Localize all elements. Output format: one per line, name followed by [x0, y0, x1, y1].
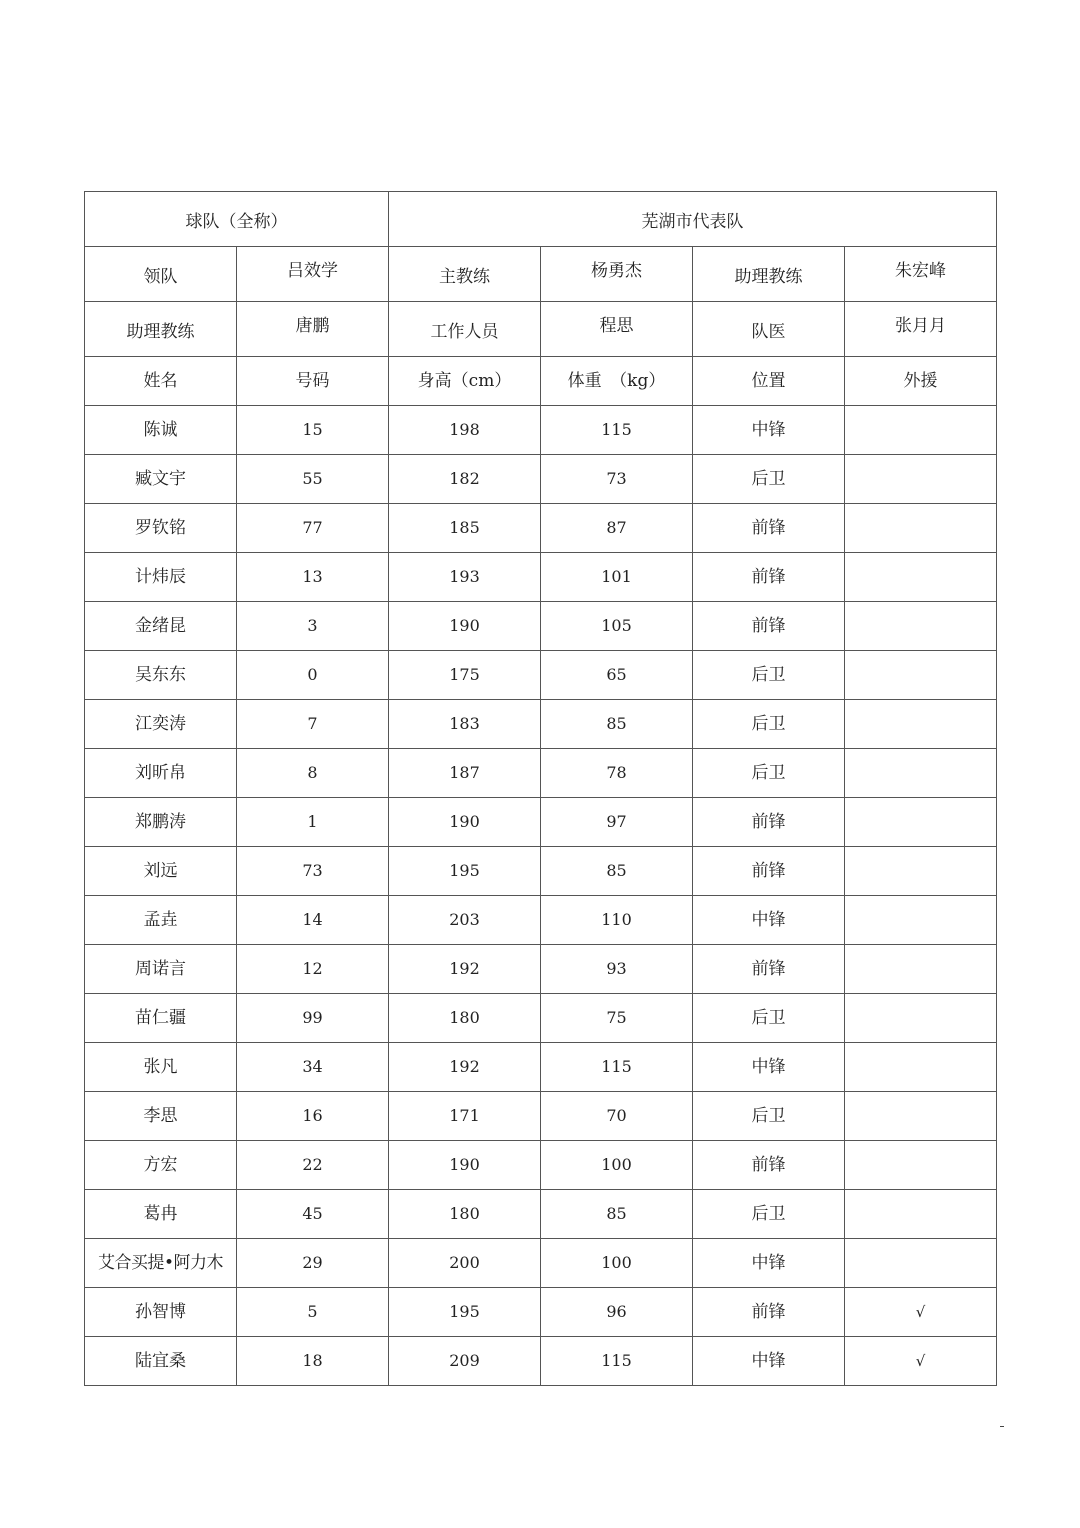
table-row [85, 651, 997, 700]
player-weight: 97 [541, 798, 693, 847]
table-row [85, 602, 997, 651]
player-number: 8 [237, 749, 389, 798]
team-name-row [85, 192, 997, 247]
staff-row [85, 302, 997, 357]
player-name: 艾合买提•阿力木 [85, 1239, 237, 1288]
player-height: 180 [389, 1190, 541, 1239]
player-height: 187 [389, 749, 541, 798]
player-height: 209 [389, 1337, 541, 1386]
staff-value: 唐鹏 [237, 302, 389, 357]
table-row [85, 455, 997, 504]
column-header-row [85, 357, 997, 406]
player-foreign-flag [845, 1043, 997, 1092]
player-position: 中锋 [693, 1337, 845, 1386]
player-number: 15 [237, 406, 389, 455]
player-number: 14 [237, 896, 389, 945]
player-weight: 110 [541, 896, 693, 945]
staff-label: 助理教练 [693, 247, 845, 302]
staff-row [85, 247, 997, 302]
player-position: 前锋 [693, 602, 845, 651]
player-height: 192 [389, 1043, 541, 1092]
player-name: 计炜辰 [85, 553, 237, 602]
player-number: 99 [237, 994, 389, 1043]
player-weight: 115 [541, 1043, 693, 1092]
player-foreign-flag [845, 1190, 997, 1239]
staff-value: 程思 [541, 302, 693, 357]
player-foreign-flag [845, 455, 997, 504]
player-foreign-flag [845, 945, 997, 994]
player-number: 73 [237, 847, 389, 896]
player-position: 前锋 [693, 847, 845, 896]
table-row [85, 1141, 997, 1190]
player-height: 192 [389, 945, 541, 994]
player-number: 22 [237, 1141, 389, 1190]
player-height: 193 [389, 553, 541, 602]
table-row [85, 1043, 997, 1092]
column-header-position: 位置 [693, 357, 845, 406]
player-number: 34 [237, 1043, 389, 1092]
player-foreign-flag [845, 406, 997, 455]
player-position: 后卫 [693, 455, 845, 504]
player-name: 苗仁疆 [85, 994, 237, 1043]
team-roster-table [84, 191, 997, 1386]
player-name: 江奕涛 [85, 700, 237, 749]
player-height: 183 [389, 700, 541, 749]
player-foreign-flag [845, 700, 997, 749]
table-row [85, 945, 997, 994]
player-name: 孙智博 [85, 1288, 237, 1337]
player-name: 吴东东 [85, 651, 237, 700]
player-foreign-flag [845, 602, 997, 651]
player-foreign-flag [845, 798, 997, 847]
player-foreign-flag: √ [845, 1288, 997, 1337]
player-foreign-flag: √ [845, 1337, 997, 1386]
column-header-foreign: 外援 [845, 357, 997, 406]
staff-label: 主教练 [389, 247, 541, 302]
player-name: 张凡 [85, 1043, 237, 1092]
table-row [85, 504, 997, 553]
player-weight: 96 [541, 1288, 693, 1337]
table-row [85, 798, 997, 847]
player-name: 金绪昆 [85, 602, 237, 651]
table-row [85, 1337, 997, 1386]
player-weight: 65 [541, 651, 693, 700]
staff-value: 朱宏峰 [845, 247, 997, 302]
player-name: 孟垚 [85, 896, 237, 945]
player-position: 前锋 [693, 553, 845, 602]
player-name: 臧文宇 [85, 455, 237, 504]
player-position: 前锋 [693, 798, 845, 847]
table-row [85, 700, 997, 749]
table-row [85, 749, 997, 798]
player-rows [85, 406, 997, 1386]
player-weight: 85 [541, 1190, 693, 1239]
player-name: 刘远 [85, 847, 237, 896]
player-height: 185 [389, 504, 541, 553]
player-number: 18 [237, 1337, 389, 1386]
staff-label: 助理教练 [85, 302, 237, 357]
player-name: 陆宜桑 [85, 1337, 237, 1386]
player-position: 前锋 [693, 1288, 845, 1337]
player-weight: 85 [541, 847, 693, 896]
player-height: 182 [389, 455, 541, 504]
team-name-value: 芜湖市代表队 [389, 192, 997, 247]
player-position: 后卫 [693, 994, 845, 1043]
table-row [85, 1288, 997, 1337]
player-name: 罗钦铭 [85, 504, 237, 553]
column-header-number: 号码 [237, 357, 389, 406]
table-row [85, 896, 997, 945]
staff-label: 工作人员 [389, 302, 541, 357]
player-weight: 70 [541, 1092, 693, 1141]
player-height: 195 [389, 847, 541, 896]
player-number: 29 [237, 1239, 389, 1288]
staff-label: 队医 [693, 302, 845, 357]
table-row [85, 1190, 997, 1239]
table-row [85, 1092, 997, 1141]
player-height: 190 [389, 798, 541, 847]
player-height: 198 [389, 406, 541, 455]
player-foreign-flag [845, 749, 997, 798]
player-number: 13 [237, 553, 389, 602]
player-number: 3 [237, 602, 389, 651]
player-position: 中锋 [693, 1043, 845, 1092]
column-header-name: 姓名 [85, 357, 237, 406]
player-number: 77 [237, 504, 389, 553]
player-foreign-flag [845, 651, 997, 700]
player-foreign-flag [845, 1141, 997, 1190]
player-foreign-flag [845, 896, 997, 945]
player-foreign-flag [845, 553, 997, 602]
table-row [85, 406, 997, 455]
player-weight: 85 [541, 700, 693, 749]
player-weight: 73 [541, 455, 693, 504]
player-weight: 115 [541, 406, 693, 455]
player-weight: 100 [541, 1141, 693, 1190]
player-name: 周诺言 [85, 945, 237, 994]
player-height: 171 [389, 1092, 541, 1141]
player-weight: 105 [541, 602, 693, 651]
player-height: 175 [389, 651, 541, 700]
player-position: 后卫 [693, 700, 845, 749]
player-number: 12 [237, 945, 389, 994]
player-name: 刘昕帛 [85, 749, 237, 798]
player-weight: 75 [541, 994, 693, 1043]
table-row [85, 1239, 997, 1288]
player-number: 7 [237, 700, 389, 749]
player-position: 前锋 [693, 945, 845, 994]
player-number: 45 [237, 1190, 389, 1239]
player-foreign-flag [845, 504, 997, 553]
player-position: 前锋 [693, 1141, 845, 1190]
player-position: 后卫 [693, 1190, 845, 1239]
player-weight: 100 [541, 1239, 693, 1288]
table-row [85, 847, 997, 896]
column-header-weight: 体重 （kg） [541, 357, 693, 406]
staff-value: 杨勇杰 [541, 247, 693, 302]
player-height: 203 [389, 896, 541, 945]
column-header-height: 身高（cm） [389, 357, 541, 406]
player-foreign-flag [845, 847, 997, 896]
page-mark [1000, 1426, 1004, 1427]
player-height: 190 [389, 602, 541, 651]
player-number: 55 [237, 455, 389, 504]
staff-value: 张月月 [845, 302, 997, 357]
player-name: 陈诚 [85, 406, 237, 455]
player-name: 李思 [85, 1092, 237, 1141]
player-position: 中锋 [693, 1239, 845, 1288]
player-foreign-flag [845, 994, 997, 1043]
player-number: 0 [237, 651, 389, 700]
player-position: 中锋 [693, 896, 845, 945]
player-weight: 93 [541, 945, 693, 994]
staff-value: 吕效学 [237, 247, 389, 302]
table-row [85, 994, 997, 1043]
player-name: 郑鹏涛 [85, 798, 237, 847]
player-position: 中锋 [693, 406, 845, 455]
player-number: 1 [237, 798, 389, 847]
player-height: 180 [389, 994, 541, 1043]
team-name-label: 球队（全称） [85, 192, 389, 247]
player-number: 5 [237, 1288, 389, 1337]
player-foreign-flag [845, 1092, 997, 1141]
player-name: 葛冉 [85, 1190, 237, 1239]
table-row [85, 553, 997, 602]
player-height: 195 [389, 1288, 541, 1337]
player-name: 方宏 [85, 1141, 237, 1190]
player-position: 后卫 [693, 749, 845, 798]
player-position: 前锋 [693, 504, 845, 553]
player-weight: 115 [541, 1337, 693, 1386]
player-weight: 78 [541, 749, 693, 798]
player-height: 200 [389, 1239, 541, 1288]
staff-label: 领队 [85, 247, 237, 302]
player-number: 16 [237, 1092, 389, 1141]
player-position: 后卫 [693, 651, 845, 700]
player-height: 190 [389, 1141, 541, 1190]
player-position: 后卫 [693, 1092, 845, 1141]
player-weight: 101 [541, 553, 693, 602]
player-weight: 87 [541, 504, 693, 553]
player-foreign-flag [845, 1239, 997, 1288]
